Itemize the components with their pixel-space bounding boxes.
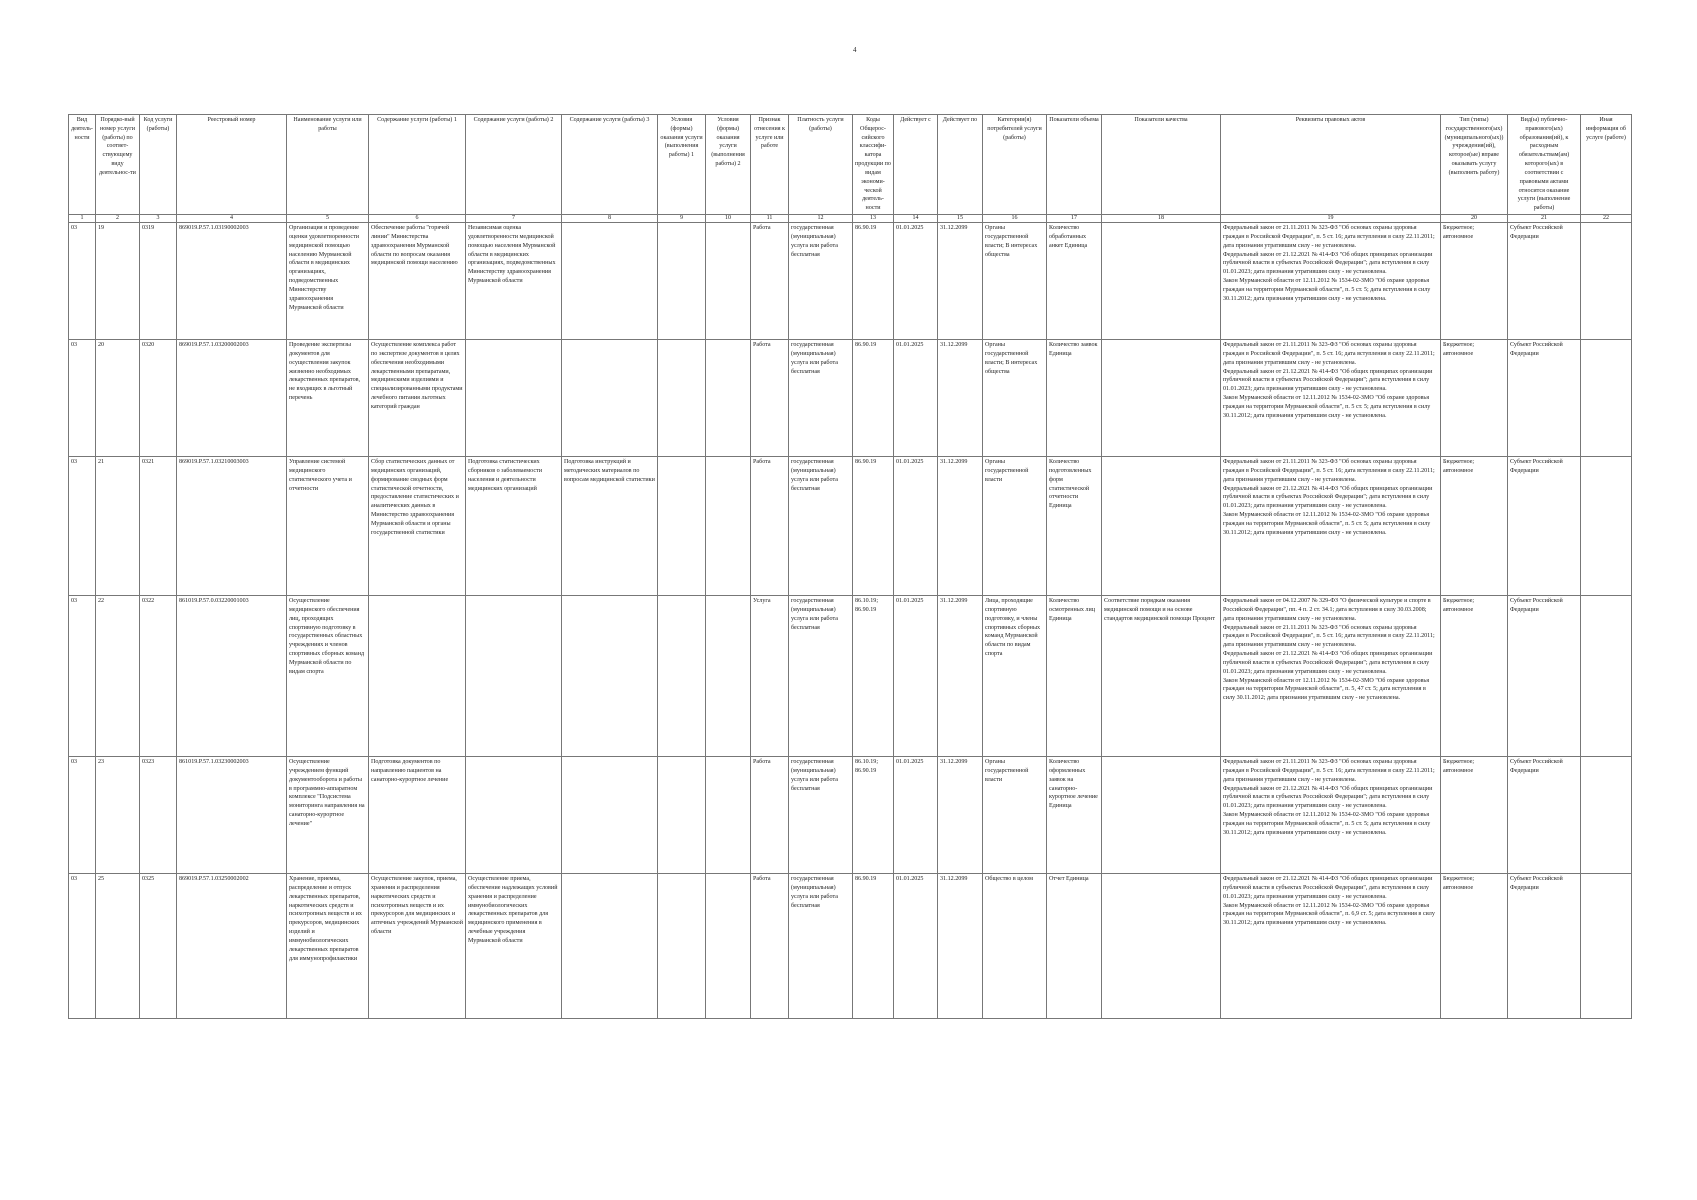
- table-cell-col-7: Осуществление приема, обеспечение надлежащих условий хранения и распределение иммунобиологических лекарственных препаратов для медицинского применения в лечебные учреждения Мурманской области: [466, 874, 562, 1019]
- column-number-4: 4: [177, 215, 287, 223]
- table-cell-col-19: Федеральный закон от 21.11.2011 № 323-ФЗ "Об основах охраны здоровья граждан в Российской Федерации", п. 5 ст. 16; дата вступления в силу 22.11.2011; дата признания утратившим силу - не установлена. Федеральный закон от 21.12.2021 № 414-ФЗ "Об общих принципах организации публичной власти в субъектах Российской Федерации"; дата вступления в силу 01.01.2023; дата признания утратившим силу - не установлена. Закон Мурманской области от 12.11.2012 № 1534-02-ЗМО "Об охране здоровья граждан на территории Мурманской области", п. 5 ст. 5; дата вступления в силу 30.11.2012; дата признания утратившим силу - не установлена.: [1221, 457, 1441, 596]
- table-row: [69, 757, 1632, 874]
- table-cell-col-11: Работа: [751, 340, 789, 457]
- table-cell-col-3: 0323: [140, 757, 177, 874]
- table-cell-col-21: Субъект Российской Федерации: [1508, 596, 1581, 757]
- table-cell-col-18: [1102, 223, 1221, 340]
- table-cell-col-2: 22: [96, 596, 140, 757]
- table-cell-col-21: Субъект Российской Федерации: [1508, 457, 1581, 596]
- table-cell-col-11: Услуга: [751, 596, 789, 757]
- table-cell-col-13: 86.10.19; 86.90.19: [853, 596, 894, 757]
- table-cell-col-16: Органы государственной власти: [983, 757, 1047, 874]
- table-cell-col-11: Работа: [751, 757, 789, 874]
- table-cell-col-14: 01.01.2025: [894, 223, 938, 340]
- table-cell-col-20: Бюджетное; автономное: [1441, 457, 1508, 596]
- table-cell-col-4: 869019.Р.57.1.03210003003: [177, 457, 287, 596]
- table-cell-col-17: Количество заявок Единица: [1047, 340, 1102, 457]
- table-cell-col-12: государственная (муниципальная) услуга или работа бесплатная: [789, 457, 853, 596]
- table-cell-col-5: Организация и проведение оценки удовлетворенности медицинской помощью населению Мурманской области в медицинских организациях, подведомственных Министерству здравоохранения Мурманской области: [287, 223, 369, 340]
- table-cell-col-1: 03: [69, 874, 96, 1019]
- column-number-11: 11: [751, 215, 789, 223]
- table-cell-col-1: 03: [69, 223, 96, 340]
- column-header-6: Содержание услуги (работы) 1: [369, 115, 466, 215]
- table-cell-col-20: Бюджетное; автономное: [1441, 223, 1508, 340]
- table-cell-col-22: [1581, 340, 1632, 457]
- table-cell-col-14: 01.01.2025: [894, 596, 938, 757]
- table-cell-col-9: [658, 340, 706, 457]
- table-cell-col-18: [1102, 874, 1221, 1019]
- table-cell-col-16: Органы государственной власти; В интересах общества: [983, 223, 1047, 340]
- table-cell-col-3: 0325: [140, 874, 177, 1019]
- table-cell-col-7: Подготовка статистических сборников о заболеваемости населения и деятельности медицинских организаций: [466, 457, 562, 596]
- column-number-22: 22: [1581, 215, 1632, 223]
- table-cell-col-18: [1102, 757, 1221, 874]
- table-cell-col-14: 01.01.2025: [894, 757, 938, 874]
- table-cell-col-13: 86.90.19: [853, 874, 894, 1019]
- column-header-19: Реквизиты правовых актов: [1221, 115, 1441, 215]
- table-cell-col-10: [706, 223, 751, 340]
- table-cell-col-16: Лица, проходящие спортивную подготовку, и члены спортивных сборных команд Мурманской области по видам спорта: [983, 596, 1047, 757]
- table-cell-col-8: [562, 874, 658, 1019]
- table-cell-col-5: Управление системой медицинского статистического учета и отчетности: [287, 457, 369, 596]
- table-cell-col-18: [1102, 340, 1221, 457]
- table-cell-col-6: Обеспечение работы "горячей линии" Министерства здравоохранения Мурманской области по вопросам оказания медицинской помощи населению: [369, 223, 466, 340]
- column-header-16: Категории(я) потребителей услуги (работы): [983, 115, 1047, 215]
- column-number-20: 20: [1441, 215, 1508, 223]
- table-cell-col-6: Осуществление закупок, приема, хранения и распределения наркотических средств и психотропных веществ и их прекурсоров для медицинских и аптечных учреждений Мурманской области: [369, 874, 466, 1019]
- table-cell-col-2: 25: [96, 874, 140, 1019]
- column-header-15: Действует по: [938, 115, 983, 215]
- table-cell-col-16: Общество в целом: [983, 874, 1047, 1019]
- table-cell-col-11: Работа: [751, 874, 789, 1019]
- table-cell-col-5: Хранение, приемка, распределение и отпуск лекарственных препаратов, наркотических средств и психотропных веществ и их прекурсоров, медицинских изделий и иммунобиологических лекарственных препаратов для иммунопрофилактики: [287, 874, 369, 1019]
- table-cell-col-3: 0320: [140, 340, 177, 457]
- table-row: [69, 457, 1632, 596]
- column-number-14: 14: [894, 215, 938, 223]
- table-cell-col-17: Количество оформленных заявок на санаторно-курортное лечение Единица: [1047, 757, 1102, 874]
- table-cell-col-8: [562, 757, 658, 874]
- table-cell-col-7: [466, 757, 562, 874]
- table-cell-col-12: государственная (муниципальная) услуга или работа бесплатная: [789, 223, 853, 340]
- table-cell-col-13: 86.90.19: [853, 457, 894, 596]
- services-registry-table: [68, 114, 1632, 1019]
- table-cell-col-22: [1581, 757, 1632, 874]
- table-cell-col-17: Количество осмотренных лиц Единица: [1047, 596, 1102, 757]
- table-cell-col-8: [562, 596, 658, 757]
- table-cell-col-15: 31.12.2099: [938, 596, 983, 757]
- table-row: [69, 223, 1632, 340]
- table-cell-col-22: [1581, 223, 1632, 340]
- table-cell-col-7: [466, 340, 562, 457]
- table-cell-col-3: 0319: [140, 223, 177, 340]
- column-number-12: 12: [789, 215, 853, 223]
- table-cell-col-10: [706, 874, 751, 1019]
- table-cell-col-20: Бюджетное; автономное: [1441, 757, 1508, 874]
- column-number-18: 18: [1102, 215, 1221, 223]
- column-number-5: 5: [287, 215, 369, 223]
- column-number-7: 7: [466, 215, 562, 223]
- table-cell-col-1: 03: [69, 757, 96, 874]
- column-number-1: 1: [69, 215, 96, 223]
- table-cell-col-16: Органы государственной власти: [983, 457, 1047, 596]
- table-cell-col-4: 861019.Р.57.0.03220001003: [177, 596, 287, 757]
- column-header-2: Порядко-вый номер услуги (работы) по соответ-ствующему виду деятельнос-ти: [96, 115, 140, 215]
- column-header-8: Содержание услуги (работы) 3: [562, 115, 658, 215]
- table-cell-col-20: Бюджетное; автономное: [1441, 874, 1508, 1019]
- column-number-2: 2: [96, 215, 140, 223]
- table-cell-col-2: 19: [96, 223, 140, 340]
- table-cell-col-13: 86.10.19; 86.90.19: [853, 757, 894, 874]
- table-cell-col-11: Работа: [751, 223, 789, 340]
- table-cell-col-6: Подготовка документов по направлению пациентов на санаторно-курортное лечение: [369, 757, 466, 874]
- column-header-10: Условия (формы) оказания услуги (выполнения работы) 2: [706, 115, 751, 215]
- table-cell-col-8: [562, 223, 658, 340]
- table-cell-col-10: [706, 596, 751, 757]
- column-number-17: 17: [1047, 215, 1102, 223]
- table-cell-col-12: государственная (муниципальная) услуга или работа бесплатная: [789, 340, 853, 457]
- table-cell-col-8: [562, 340, 658, 457]
- table-cell-col-5: Осуществление учреждением функций документооборота и работы в программно-аппаратном комплексе "Подсистема мониторинга направления на санаторно-курортное лечение": [287, 757, 369, 874]
- table-row: [69, 340, 1632, 457]
- column-number-16: 16: [983, 215, 1047, 223]
- table-cell-col-19: Федеральный закон от 21.12.2021 № 414-ФЗ "Об общих принципах организации публичной власти в субъектах Российской Федерации", дата вступления в силу 01.01.2023; дата признания утратившим силу - не установлена. Закон Мурманской области от 12.11.2012 № 1534-02-ЗМО "Об охране здоровья граждан на территории Мурманской области", п. 6,9 ст. 5; дата вступления в силу 30.11.2012; дата признания утратившим силу - не установлена.: [1221, 874, 1441, 1019]
- table-cell-col-2: 20: [96, 340, 140, 457]
- table-cell-col-4: 869019.Р.57.1.03250002002: [177, 874, 287, 1019]
- column-header-11: Признак отнесения к услуге или работе: [751, 115, 789, 215]
- table-cell-col-16: Органы государственной власти; В интересах общества: [983, 340, 1047, 457]
- table-cell-col-1: 03: [69, 457, 96, 596]
- table-cell-col-12: государственная (муниципальная) услуга или работа бесплатная: [789, 874, 853, 1019]
- table-cell-col-17: Количество обработанных анкет Единица: [1047, 223, 1102, 340]
- table-cell-col-21: Субъект Российской Федерации: [1508, 757, 1581, 874]
- header-row: [69, 115, 1632, 215]
- column-number-8: 8: [562, 215, 658, 223]
- table-cell-col-4: 861019.Р.57.1.03230002003: [177, 757, 287, 874]
- table-cell-col-21: Субъект Российской Федерации: [1508, 874, 1581, 1019]
- table-cell-col-6: Осуществление комплекса работ по экспертизе документов в целях обеспечения необходимыми лекарственными препаратами, медицинскими изделиями и специализированными продуктами лечебного питания льготных категорий граждан: [369, 340, 466, 457]
- table-cell-col-19: Федеральный закон от 21.11.2011 № 323-ФЗ "Об основах охраны здоровья граждан в Российской Федерации", п. 5 ст. 16; дата вступления в силу 22.11.2011; дата признания утратившим силу - не установлена. Федеральный закон от 21.12.2021 № 414-ФЗ "Об общих принципах организации публичной власти в субъектах Российской Федерации"; дата вступления в силу 01.01.2023; дата признания утратившим силу - не установлена. Закон Мурманской области от 12.11.2012 № 1534-02-ЗМО "Об охране здоровья граждан на территории Мурманской области", п. 5 ст. 5; дата вступления в силу 30.11.2012; дата признания утратившим силу - не установлена.: [1221, 223, 1441, 340]
- column-header-18: Показатели качества: [1102, 115, 1221, 215]
- table-cell-col-17: Отчет Единица: [1047, 874, 1102, 1019]
- table-cell-col-2: 21: [96, 457, 140, 596]
- table-cell-col-19: Федеральный закон от 21.11.2011 № 323-ФЗ "Об основах охраны здоровья граждан в Российской Федерации", п. 5 ст. 16; дата вступления в силу 22.11.2011; дата признания утратившим силу - не установлена. Федеральный закон от 21.12.2021 № 414-ФЗ "Об общих принципах организации публичной власти в субъектах Российской Федерации"; дата вступления в силу 01.01.2023; дата признания утратившим силу - не установлена. Закон Мурманской области от 12.11.2012 № 1534-02-ЗМО "Об охране здоровья граждан на территории Мурманской области", п. 5 ст. 5; дата вступления в силу 30.11.2012; дата признания утратившим силу - не установлена.: [1221, 757, 1441, 874]
- column-number-19: 19: [1221, 215, 1441, 223]
- column-header-21: Вид(ы) публично-правового(ых) образования(ий), к расходным обязательствам(ам) которого(ых) в соответствии с правовыми актами относится оказание услуги (выполнение работы): [1508, 115, 1581, 215]
- table-cell-col-1: 03: [69, 596, 96, 757]
- table-cell-col-6: [369, 596, 466, 757]
- table-cell-col-1: 03: [69, 340, 96, 457]
- table-cell-col-11: Работа: [751, 457, 789, 596]
- column-header-20: Тип (типы) государственного(ых) (муниципального(ых)) учреждения(ий), которое(ые) вправе оказывать услугу (выполнять работу): [1441, 115, 1508, 215]
- column-header-1: Вид деятель-ности: [69, 115, 96, 215]
- table-cell-col-9: [658, 757, 706, 874]
- column-number-9: 9: [658, 215, 706, 223]
- table-cell-col-15: 31.12.2099: [938, 757, 983, 874]
- table-cell-col-13: 86.90.19: [853, 223, 894, 340]
- column-number-row: [69, 215, 1632, 223]
- table-cell-col-10: [706, 340, 751, 457]
- table-cell-col-20: Бюджетное; автономное: [1441, 340, 1508, 457]
- table-cell-col-3: 0321: [140, 457, 177, 596]
- table-cell-col-18: Соответствие порядкам оказания медицинской помощи и на основе стандартов медицинской помощи Процент: [1102, 596, 1221, 757]
- table-cell-col-7: Независимая оценка удовлетворенности медицинской помощью населения Мурманской области в медицинских организациях, подведомственных Министерству здравоохранения Мурманской области: [466, 223, 562, 340]
- table-cell-col-9: [658, 457, 706, 596]
- table-cell-col-8: Подготовка инструкций и методических материалов по вопросам медицинской статистики: [562, 457, 658, 596]
- table-cell-col-7: [466, 596, 562, 757]
- table-cell-col-18: [1102, 457, 1221, 596]
- column-header-14: Действует с: [894, 115, 938, 215]
- table-cell-col-15: 31.12.2099: [938, 874, 983, 1019]
- table-cell-col-9: [658, 596, 706, 757]
- table-cell-col-15: 31.12.2099: [938, 457, 983, 596]
- column-number-13: 13: [853, 215, 894, 223]
- column-header-7: Содержание услуги (работы) 2: [466, 115, 562, 215]
- table-cell-col-20: Бюджетное; автономное: [1441, 596, 1508, 757]
- table-cell-col-14: 01.01.2025: [894, 457, 938, 596]
- table-cell-col-21: Субъект Российской Федерации: [1508, 340, 1581, 457]
- table-cell-col-4: 869019.Р.57.1.03200002003: [177, 340, 287, 457]
- column-header-5: Наименование услуги или работы: [287, 115, 369, 215]
- column-header-22: Иная информация об услуге (работе): [1581, 115, 1632, 215]
- column-header-9: Условия (формы) оказания услуги (выполнения работы) 1: [658, 115, 706, 215]
- table-cell-col-12: государственная (муниципальная) услуга или работа бесплатная: [789, 757, 853, 874]
- table-cell-col-21: Субъект Российской Федерации: [1508, 223, 1581, 340]
- table-cell-col-3: 0322: [140, 596, 177, 757]
- table-cell-col-9: [658, 223, 706, 340]
- table-cell-col-4: 869019.Р.57.1.03190002003: [177, 223, 287, 340]
- table-cell-col-22: [1581, 874, 1632, 1019]
- column-number-15: 15: [938, 215, 983, 223]
- column-number-21: 21: [1508, 215, 1581, 223]
- table-cell-col-10: [706, 457, 751, 596]
- table-cell-col-14: 01.01.2025: [894, 874, 938, 1019]
- column-number-3: 3: [140, 215, 177, 223]
- table-row: [69, 596, 1632, 757]
- table-row: [69, 874, 1632, 1019]
- table-cell-col-22: [1581, 457, 1632, 596]
- table-cell-col-5: Осуществление медицинского обеспечения лиц, проходящих спортивную подготовку в государственных областных учреждениях и членов спортивных сборных команд Мурманской области по видам спорта: [287, 596, 369, 757]
- table-cell-col-10: [706, 757, 751, 874]
- column-header-13: Коды Общерос-сийского классифи-катора продукции по видам экономи-ческой деятель-ности: [853, 115, 894, 215]
- table-cell-col-19: Федеральный закон от 21.11.2011 № 323-ФЗ "Об основах охраны здоровья граждан в Российской Федерации", п. 5 ст. 16; дата вступления в силу 22.11.2011; дата признания утратившим силу - не установлена. Федеральный закон от 21.12.2021 № 414-ФЗ "Об общих принципах организации публичной власти в субъектах Российской Федерации"; дата вступления в силу 01.01.2023; дата признания утратившим силу - не установлена. Закон Мурманской области от 12.11.2012 № 1534-02-ЗМО "Об охране здоровья граждан на территории Мурманской области", п. 5 ст. 5; дата вступления в силу 30.11.2012; дата признания утратившим силу - не установлена.: [1221, 340, 1441, 457]
- page-number: 4: [853, 46, 857, 54]
- column-header-17: Показатели объема: [1047, 115, 1102, 215]
- column-number-10: 10: [706, 215, 751, 223]
- table-cell-col-22: [1581, 596, 1632, 757]
- column-header-12: Платность услуги (работы): [789, 115, 853, 215]
- table-cell-col-15: 31.12.2099: [938, 223, 983, 340]
- table-cell-col-9: [658, 874, 706, 1019]
- column-header-3: Код услуги (работы): [140, 115, 177, 215]
- table-cell-col-14: 01.01.2025: [894, 340, 938, 457]
- table-cell-col-2: 23: [96, 757, 140, 874]
- table-cell-col-5: Проведение экспертизы документов для осуществления закупок жизненно необходимых лекарственных препаратов, не входящих в льготный перечень: [287, 340, 369, 457]
- table-cell-col-17: Количество подготовленных форм статистической отчетности Единица: [1047, 457, 1102, 596]
- table-cell-col-13: 86.90.19: [853, 340, 894, 457]
- table-cell-col-6: Сбор статистических данных от медицинских организаций, формирование сводных форм статистической отчетности, предоставление статистических и аналитических данных в Министерство здравоохранения Мурманской области и органы государственной статистики: [369, 457, 466, 596]
- table-cell-col-15: 31.12.2099: [938, 340, 983, 457]
- table-cell-col-19: Федеральный закон от 04.12.2007 № 329-ФЗ "О физической культуре и спорте в Российской Федерации", пп. 4 п. 2 ст. 34.1; дата вступления в силу 30.03.2008; дата признания утратившим силу - не установлена. Федеральный закон от 21.11.2011 № 323-ФЗ "Об основах охраны здоровья граждан в Российской Федерации", п. 5 ст. 16; дата вступления в силу 22.11.2011; дата признания утратившим силу - не установлена. Федеральный закон от 21.12.2021 № 414-ФЗ "Об общих принципах организации публичной власти в субъектах Российской Федерации"; дата вступления в силу 01.01.2023; дата признания утратившим силу - не установлена. Закон Мурманской области от 12.11.2012 № 1534-02-ЗМО "Об охране здоровья граждан на территории Мурманской области", п. 5, 47 ст. 5; дата вступления в силу 30.11.2012; дата признания утратившим силу - не установлена.: [1221, 596, 1441, 757]
- table-cell-col-12: государственная (муниципальная) услуга или работа бесплатная: [789, 596, 853, 757]
- column-header-4: Реестровый номер: [177, 115, 287, 215]
- column-number-6: 6: [369, 215, 466, 223]
